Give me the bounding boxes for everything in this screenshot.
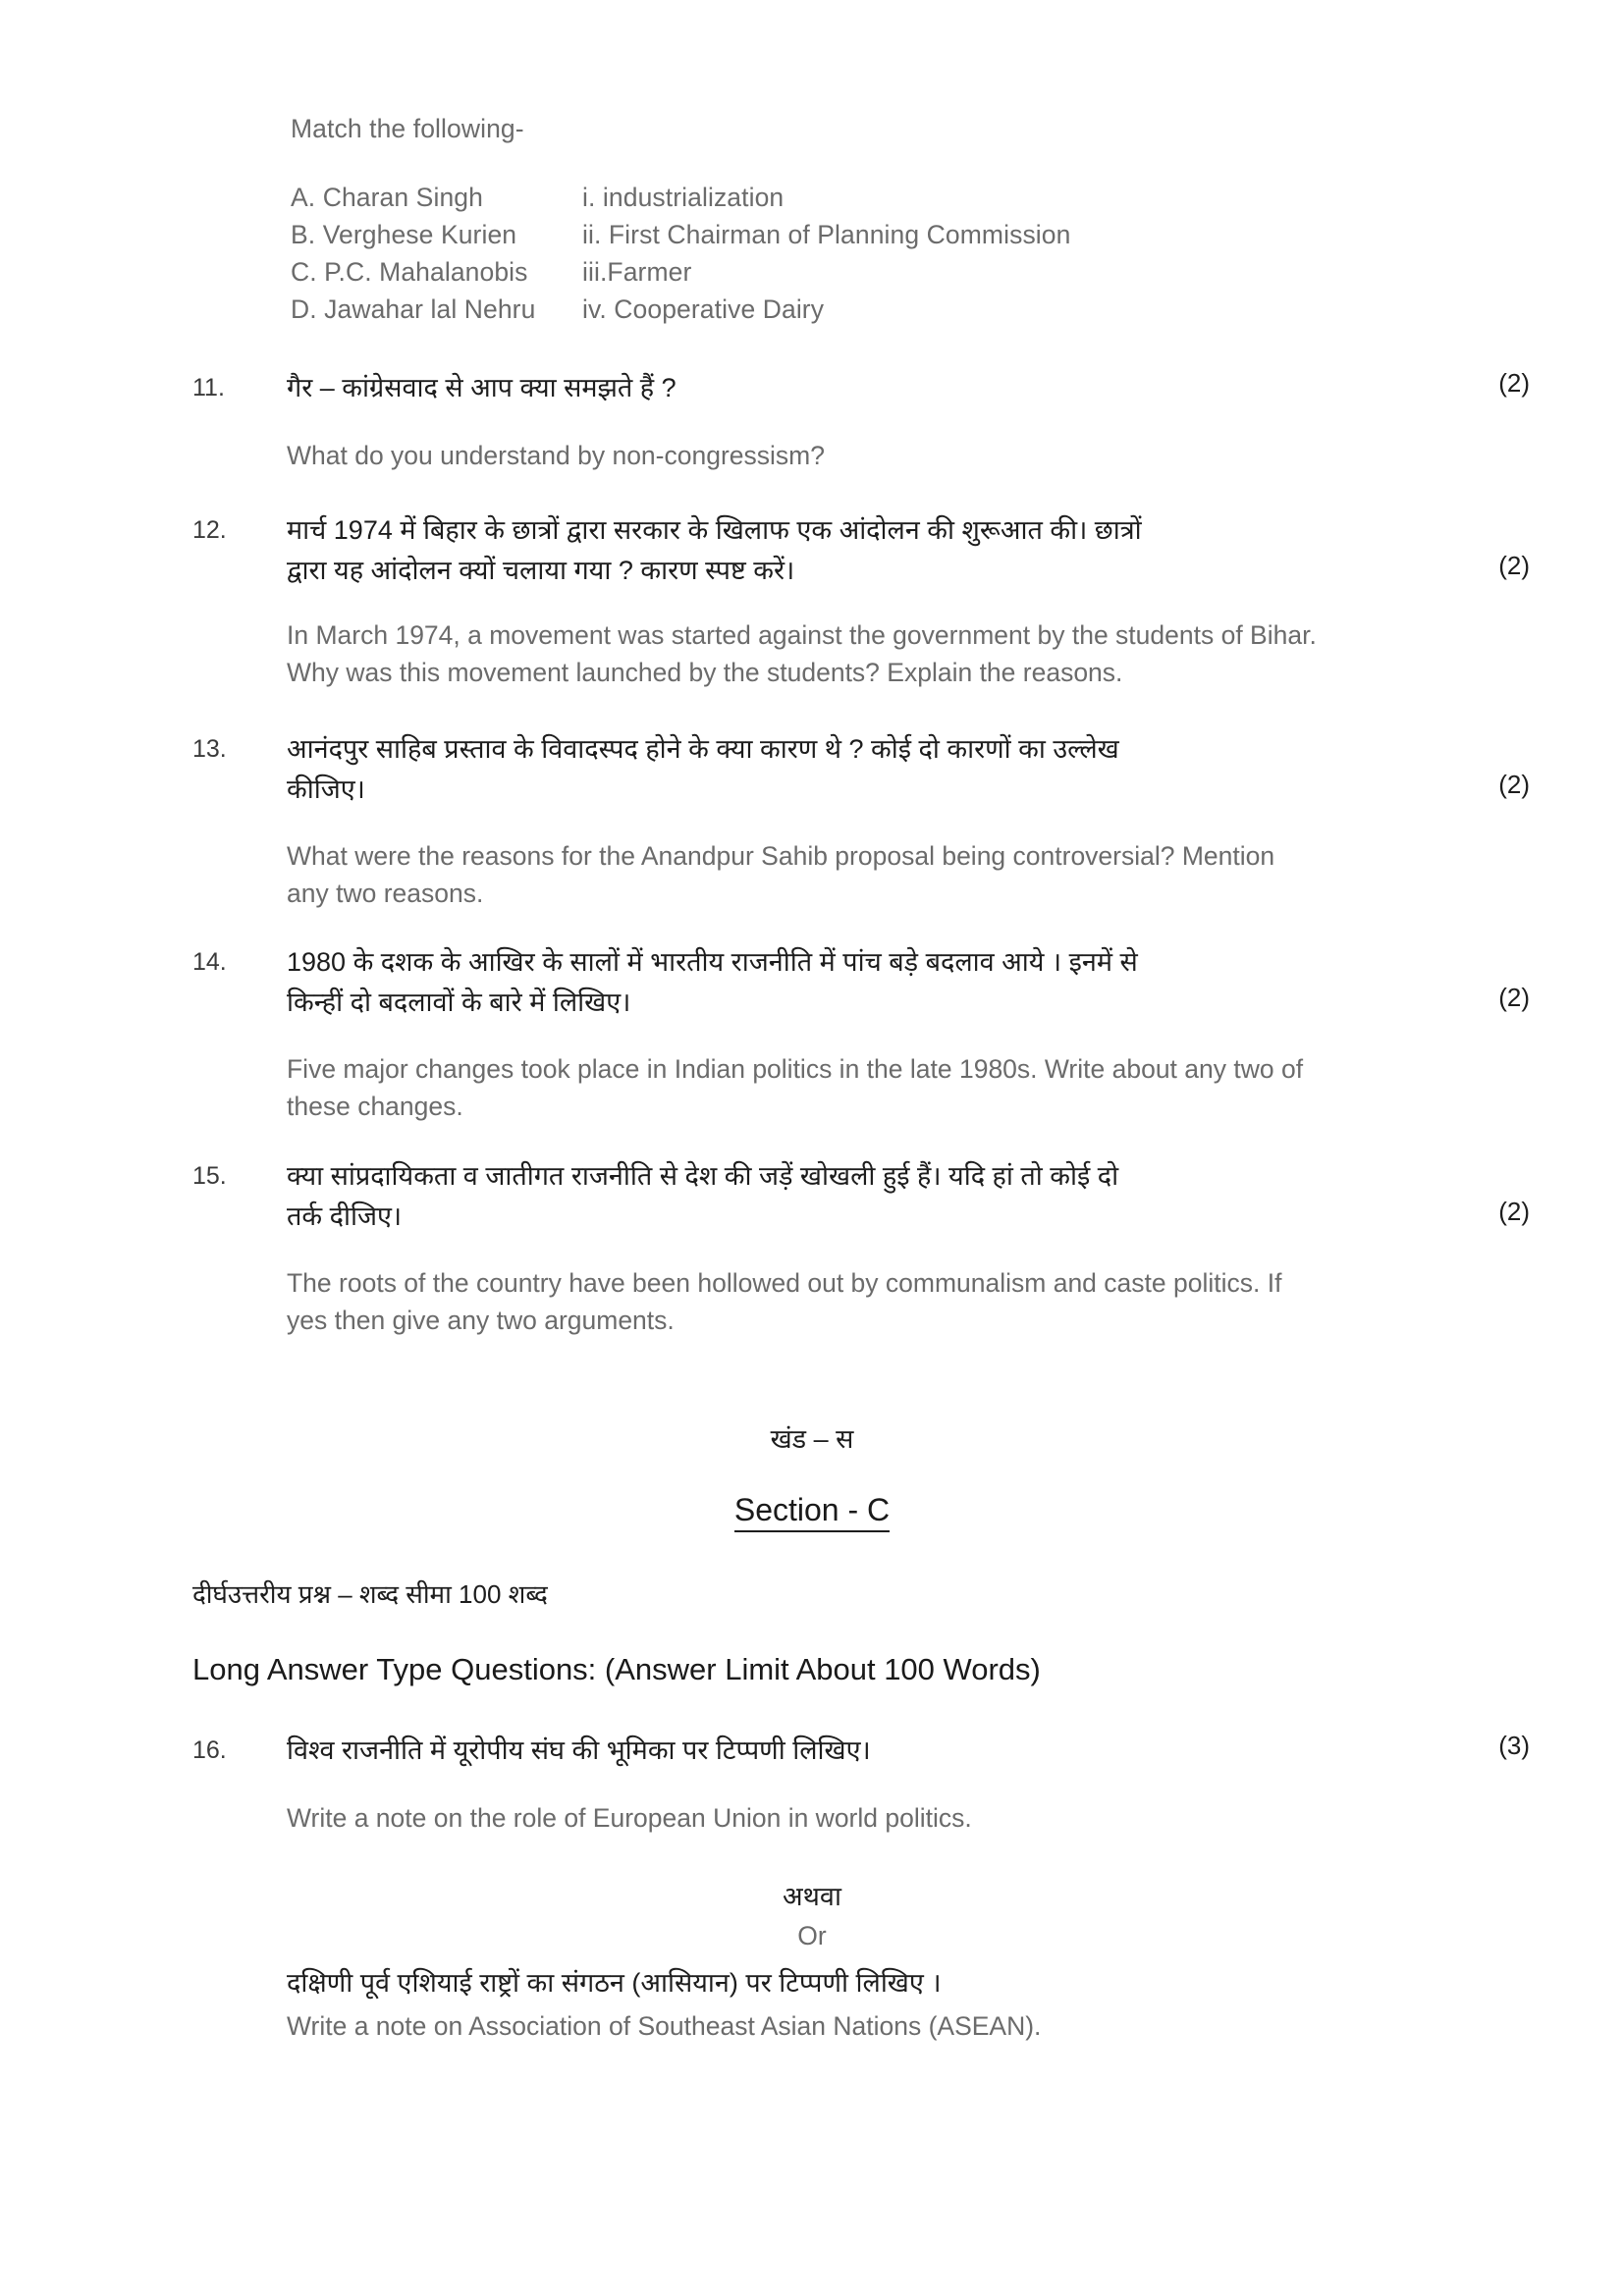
question-number: 15. — [192, 1162, 227, 1190]
or-hindi-label: अथवा — [783, 1882, 841, 1911]
match-left-item: A. Charan Singh — [291, 183, 483, 212]
question-12 — [192, 510, 1530, 691]
marks-value: (2) — [1498, 368, 1530, 398]
long-answer-english-subheading: Long Answer Type Questions: (Answer Limit About 100 Words) — [192, 1652, 1041, 1686]
table-row — [291, 216, 1070, 253]
match-the-following-intro: Match the following- — [291, 114, 524, 143]
question-hindi-line: गैर – कांग्रेसवाद से आप क्या समझते हैं ? — [287, 373, 677, 402]
question-english-line: The roots of the country have been hollowed out by communalism and caste politics. If — [287, 1268, 1282, 1298]
question-hindi-line: आनंदपुर साहिब प्रस्ताव के विवादस्पद होने के क्या कारण थे ? कोई दो कारणों का उल्लेख — [287, 734, 1119, 764]
question-13 — [192, 729, 1530, 912]
or-english-label: Or — [797, 1921, 827, 1950]
question-english-line: Why was this movement launched by the students? Explain the reasons. — [287, 658, 1123, 687]
alternative-question-english: Write a note on Association of Southeast Asian Nations (ASEAN). — [287, 2011, 1042, 2041]
question-15 — [192, 1156, 1530, 1339]
marks-value: (2) — [1498, 551, 1530, 580]
question-english-line: Five major changes took place in Indian politics in the late 1980s. Write about any two of — [287, 1054, 1304, 1084]
match-left-item: B. Verghese Kurien — [291, 220, 517, 249]
question-number: 13. — [192, 735, 227, 763]
question-16 — [192, 1731, 1530, 1837]
alternative-question-hindi: दक्षिणी पूर्व एशियाई राष्ट्रों का संगठन (आसियान) पर टिप्पणी लिखिए । — [287, 1968, 942, 1998]
question-11 — [192, 368, 1530, 474]
section-english-heading-wrap — [0, 1492, 1624, 1532]
question-english-line: Write a note on the role of European Union in world politics. — [287, 1803, 972, 1833]
question-hindi-line: विश्व राजनीति में यूरोपीय संघ की भूमिका पर टिप्पणी लिखिए। — [287, 1735, 871, 1765]
marks-value: (2) — [1498, 770, 1530, 799]
match-the-following-table — [291, 179, 1070, 328]
question-number: 11. — [192, 374, 225, 401]
question-hindi-line: तर्क दीजिए। — [287, 1201, 403, 1231]
table-row — [291, 253, 1070, 291]
table-row — [291, 291, 1070, 328]
marks-value: (2) — [1498, 1197, 1530, 1226]
question-hindi-line: किन्हीं दो बदलावों के बारे में लिखिए। — [287, 988, 631, 1017]
table-row — [291, 179, 1070, 216]
question-english-line: these changes. — [287, 1092, 463, 1121]
question-hindi-line: मार्च 1974 में बिहार के छात्रों द्वारा सरकार के खिलाफ एक आंदोलन की शुरूआत की। छात्रों — [287, 515, 1142, 545]
section-english-label: Section - C — [734, 1492, 890, 1532]
match-right-item: iv. Cooperative Dairy — [582, 294, 825, 324]
question-14 — [192, 942, 1530, 1125]
question-number: 16. — [192, 1736, 227, 1764]
match-right-item: iii.Farmer — [582, 257, 692, 287]
question-english-line: What do you understand by non-congressism? — [287, 441, 825, 470]
match-right-item: i. industrialization — [582, 183, 785, 212]
question-english-line: In March 1974, a movement was started against the government by the students of Bihar. — [287, 620, 1317, 650]
marks-value: (2) — [1498, 983, 1530, 1012]
question-hindi-line: द्वारा यह आंदोलन क्यों चलाया गया ? कारण स्पष्ट करें। — [287, 556, 795, 585]
match-left-item: D. Jawahar lal Nehru — [291, 294, 536, 324]
question-number: 12. — [192, 516, 227, 544]
question-english-line: What were the reasons for the Anandpur Sahib proposal being controversial? Mention — [287, 841, 1275, 871]
question-hindi-line: कीजिए। — [287, 774, 365, 804]
question-hindi-line: क्या सांप्रदायिकता व जातीगत राजनीति से देश की जड़ें खोखली हुई हैं। यदि हां तो कोई दो — [287, 1161, 1119, 1191]
question-english-line: yes then give any two arguments. — [287, 1306, 675, 1335]
section-hindi-label: खंड – स — [770, 1424, 854, 1454]
question-hindi-line: 1980 के दशक के आखिर के सालों में भारतीय राजनीति में पांच बड़े बदलाव आये । इनमें से — [287, 947, 1138, 977]
match-left-item: C. P.C. Mahalanobis — [291, 257, 528, 287]
marks-value: (3) — [1498, 1731, 1530, 1760]
question-english-line: any two reasons. — [287, 879, 484, 908]
match-right-item: ii. First Chairman of Planning Commission — [582, 220, 1071, 249]
question-number: 14. — [192, 948, 227, 976]
long-answer-hindi-subheading: दीर्घउत्तरीय प्रश्न – शब्द सीमा 100 शब्द — [192, 1579, 548, 1609]
